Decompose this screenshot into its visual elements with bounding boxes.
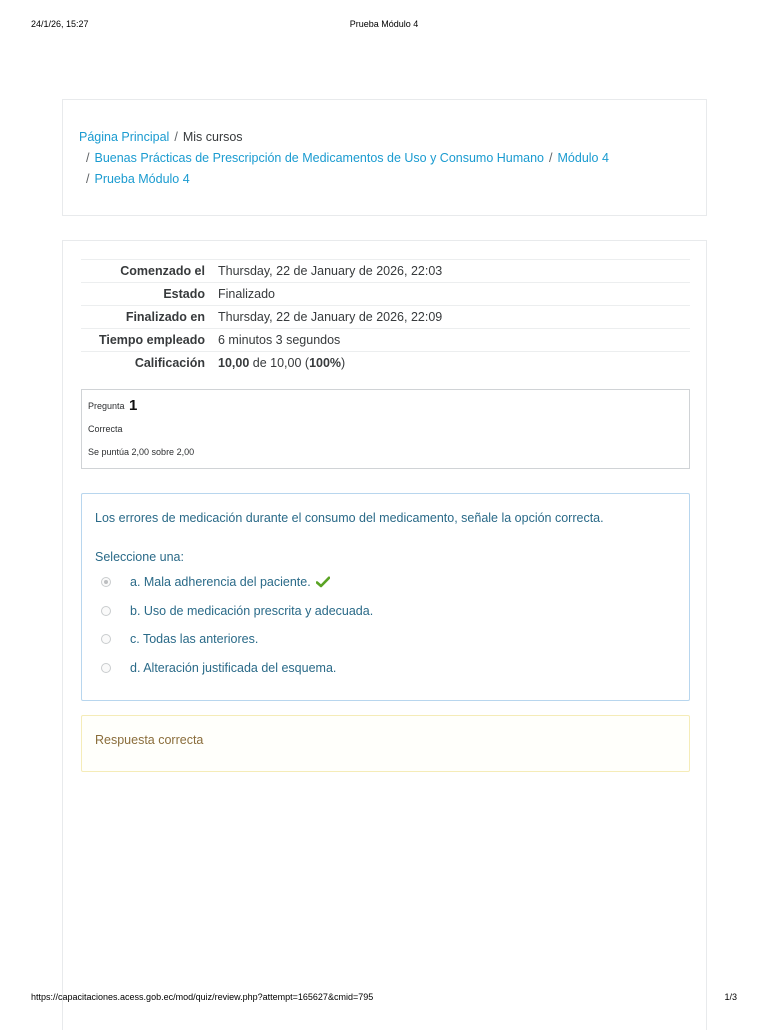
breadcrumb-separator: / [86, 151, 90, 165]
question-state: Correcta [88, 424, 123, 434]
answer-radio-b[interactable] [101, 606, 111, 616]
state-value: Finalizado [218, 287, 275, 301]
grade-value [211, 352, 690, 375]
finished-label: Finalizado en [125, 310, 205, 324]
answer-label-a: a. Mala adherencia del paciente. [130, 575, 311, 589]
print-url: https://capacitaciones.acess.gob.ec/mod/quiz/review.php?attempt=165627&cmid=795 [31, 992, 374, 1002]
summary-row-started [81, 260, 690, 283]
breadcrumb-module-link[interactable]: Módulo 4 [557, 151, 609, 165]
question-label: Pregunta [88, 401, 125, 411]
breadcrumb-courses: Mis cursos [182, 130, 243, 144]
breadcrumb-separator: / [174, 130, 178, 144]
time-value: 6 minutos 3 segundos [218, 333, 341, 347]
breadcrumb-home-link[interactable]: Página Principal [79, 130, 170, 144]
question-text: Los errores de medicación durante el consumo del medicamento, señale la opción correcta. [95, 511, 604, 525]
feedback-text: Respuesta correcta [95, 733, 204, 747]
question-number [88, 397, 137, 414]
grade-label: Calificación [134, 356, 205, 371]
answer-option-b[interactable] [101, 601, 373, 621]
breadcrumb-course-link[interactable]: Buenas Prácticas de Prescripción de Medicamentos de Uso y Consumo Humano [94, 151, 545, 165]
breadcrumb-card [62, 99, 707, 216]
grade-close: ) [341, 356, 346, 371]
finished-value: Thursday, 22 de January de 2026, 22:09 [218, 310, 443, 324]
feedback-box [81, 715, 690, 772]
question-formulation [81, 493, 690, 701]
print-title: Prueba Módulo 4 [349, 19, 419, 29]
started-value: Thursday, 22 de January de 2026, 22:03 [218, 264, 443, 278]
answer-prompt: Seleccione una: [95, 550, 184, 564]
answer-radio-a[interactable] [101, 577, 111, 587]
breadcrumb-separator: / [86, 172, 90, 186]
answer-label-b: b. Uso de medicación prescrita y adecuada. [130, 604, 374, 618]
answer-label-d: d. Alteración justificada del esquema. [130, 661, 337, 675]
started-label: Comenzado el [120, 264, 205, 278]
summary-row-time [81, 329, 690, 352]
summary-row-grade [81, 352, 690, 375]
answer-option-c[interactable] [101, 629, 258, 649]
question-grade: Se puntúa 2,00 sobre 2,00 [88, 447, 195, 457]
answer-option-d[interactable] [101, 658, 336, 678]
summary-row-state [81, 283, 690, 306]
print-page-number: 1/3 [724, 992, 737, 1002]
grade-percent: 100% [309, 356, 342, 371]
question-info-box [81, 389, 690, 469]
breadcrumb-quiz-link[interactable]: Prueba Módulo 4 [94, 172, 190, 186]
answer-option-a[interactable] [101, 572, 330, 592]
breadcrumb [79, 127, 689, 190]
check-icon [316, 576, 330, 588]
answer-label-c: c. Todas las anteriores. [130, 632, 259, 646]
answer-radio-c[interactable] [101, 634, 111, 644]
question-number-value: 1 [129, 397, 138, 414]
time-label: Tiempo empleado [98, 333, 205, 347]
summary-row-finished [81, 306, 690, 329]
print-date: 24/1/26, 15:27 [31, 19, 89, 29]
grade-score: 10,00 [218, 356, 250, 371]
grade-of: de 10,00 ( [252, 356, 310, 371]
answer-radio-d[interactable] [101, 663, 111, 673]
breadcrumb-separator: / [549, 151, 553, 165]
state-label: Estado [163, 287, 205, 301]
attempt-summary-table [81, 259, 690, 375]
quiz-review-card [62, 240, 707, 1030]
